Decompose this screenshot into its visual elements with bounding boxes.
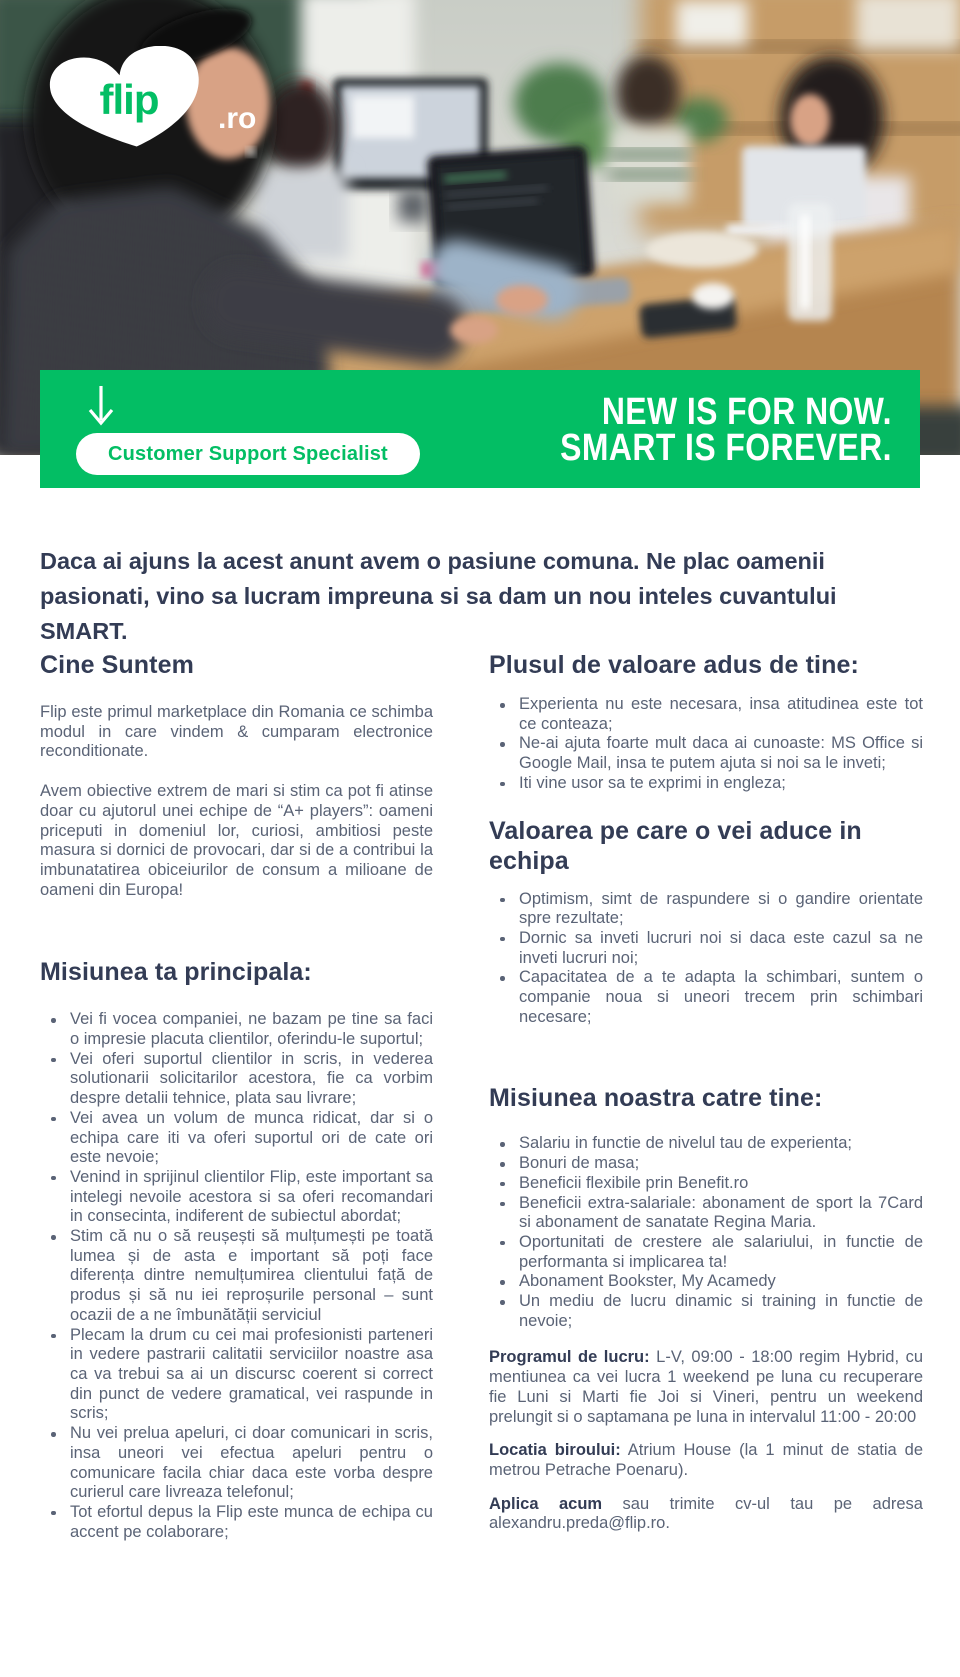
work-schedule-lead: Programul de lucru:	[489, 1348, 650, 1367]
job-title-banner	[40, 370, 920, 488]
heading-your-value: Plusul de valoare adus de tine:	[489, 651, 859, 679]
office-location-paragraph	[489, 1441, 923, 1480]
apply-now-paragraph	[489, 1495, 923, 1534]
left-column	[40, 650, 433, 1542]
team-value-list	[489, 890, 923, 1028]
bullet-item: Stim că nu o să reușești să mulțumești pe toată lumea și de asta e important să poți face diferența dintre nemulțumirea clientului față de produs și să nu iei reproșurile personal – sunt ocazii de a ne îmbunătății serviciul	[40, 1227, 433, 1326]
heading-team-value: Valoarea pe care o vei aduce in echipa	[489, 816, 862, 875]
bullet-item: Vei fi vocea companiei, ne bazam pe tine sa faci o impresie placuta clientilor, oferindu-le suportul;	[40, 1010, 433, 1049]
work-schedule-paragraph	[489, 1348, 923, 1427]
who-we-are-paragraph-1: Flip este primul marketplace din Romania ce schimba modul in care vindem & cumparam electronice reconditionate.	[40, 703, 433, 761]
bullet-item: Nu vei prelua apeluri, ci doar comunicari in scris, insa uneori vei efectua apeluri pentru o comunicare facila chiar daca este vorba despre curierul care livreaza telefonul;	[40, 1424, 433, 1503]
apply-now-lead: Aplica acum	[489, 1494, 603, 1513]
job-title-label: Customer Support Specialist	[108, 442, 388, 465]
office-location-text: Atrium House (la 1 minut de statia de metrou Petrache Poenaru).	[489, 1441, 923, 1479]
bullet-item: Plecam la drum cu cei mai profesionisti parteneri in vedere pastrarii calitatii serviciilor noastre asa ca va trebui sa ai un discursc coerent si correct din punct de vedere gramatical, vei raspunde in scris;	[40, 1326, 433, 1425]
bullet-item: Salariu in functie de nivelul tau de experienta;	[489, 1134, 923, 1154]
our-mission-list	[489, 1134, 923, 1331]
banner-headline-line2: SMART IS FOREVER.	[560, 427, 892, 469]
flip-logo-tld: .ro	[218, 102, 257, 135]
heading-who-we-are: Cine Suntem	[40, 651, 194, 679]
apply-now-text: sau trimite cv-ul tau pe adresa alexandru.preda@flip.ro.	[489, 1494, 923, 1533]
bullet-item: Venind in sprijinul clientilor Flip, este important sa intelegi nevoile acestora si sa oferi recomandari in consecinta, indiferent de subiectul abordat;	[40, 1168, 433, 1227]
right-column	[489, 650, 923, 1534]
bullet-item: Optimism, simt de raspundere si o gandire orientate spre rezultate;	[489, 890, 923, 929]
your-value-list	[489, 695, 923, 794]
bullet-item: Abonament Bookster, My Acamedy	[489, 1272, 923, 1292]
bullet-item: Capacitatea de a te adapta la schimbari, suntem o companie noua si uneori trecem prin schimbari necesare;	[489, 968, 923, 1027]
bullet-item: Vei oferi suportul clientilor in scris, in vederea solutionarii solicitarilor acestora, fie ca vorbim despre detalii tehnice, plata sau livrare;	[40, 1050, 433, 1109]
bullet-item: Beneficii flexibile prin Benefit.ro	[489, 1174, 923, 1194]
flip-logo	[42, 46, 292, 156]
banner-headline	[560, 391, 892, 469]
bullet-item: Beneficii extra-salariale: abonament de sport la 7Card si abonament de sanatate Regina Maria.	[489, 1194, 923, 1233]
heading-our-mission: Misiunea noastra catre tine:	[489, 1084, 823, 1113]
flip-logo-text: flip	[99, 76, 159, 123]
bullet-item: Oportunitati de crestere ale salariului, in functie de performanta si implicarea ta!	[489, 1233, 923, 1272]
bullet-item: Un mediu de lucru dinamic si training in functie de nevoie;	[489, 1292, 923, 1331]
who-we-are-paragraph-2: Avem obiective extrem de mari si stim ca pot fi atinse doar cu ajutorul unei echipe de “A+ players”: oameni priceputi in domeniul lor, curiosi, ambitiosi peste masura si dornici de provocari, dar si de a contribui la imbunatatirea obiceiurilor de consum a milioane de oameni din Europa!	[40, 782, 433, 899]
bullet-item: Iti vine usor sa te exprimi in engleza;	[489, 774, 923, 794]
banner-headline-line1: NEW IS FOR NOW.	[601, 391, 892, 433]
bullet-item: Ne-ai ajuta foarte mult daca ai cunoaste: MS Office si Google Mail, insa te putem ajuta si noi sa le inveti;	[489, 734, 923, 773]
bullet-item: Vei avea un volum de munca ridicat, dar si o echipa care iti va oferi suportul ori de cate ori este nevoie;	[40, 1109, 433, 1168]
bullet-item: Dornic sa inveti lucruri noi si daca este cazul sa ne inveti lucruri noi;	[489, 929, 923, 968]
bullet-item: Bonuri de masa;	[489, 1154, 923, 1174]
heading-your-mission: Misiunea ta principala:	[40, 958, 312, 987]
bullet-item: Tot efortul depus la Flip este munca de echipa cu accent pe colaborare;	[40, 1503, 433, 1542]
bullet-item: Experienta nu este necesara, insa atitudinea este tot ce conteaza;	[489, 695, 923, 734]
intro-paragraph: Daca ai ajuns la acest anunt avem o pasiune comuna. Ne plac oamenii pasionati, vino sa lucram impreuna si sa dam un nou inteles cuvantului SMART.	[40, 547, 837, 644]
job-title-pill	[76, 433, 420, 475]
office-location-lead: Locatia biroului:	[489, 1441, 621, 1460]
your-mission-list	[40, 1010, 433, 1542]
work-schedule-text: L-V, 09:00 - 18:00 regim Hybrid, cu mentiunea ca vei lucra 1 weekend pe luna cu recuperare fie Luni si Marti fie Joi si Vineri, pentru un weekend prelungit si o saptamana pe luna in intervalul 11:00 - 20:00	[489, 1348, 924, 1426]
arrow-down-icon	[86, 384, 116, 428]
